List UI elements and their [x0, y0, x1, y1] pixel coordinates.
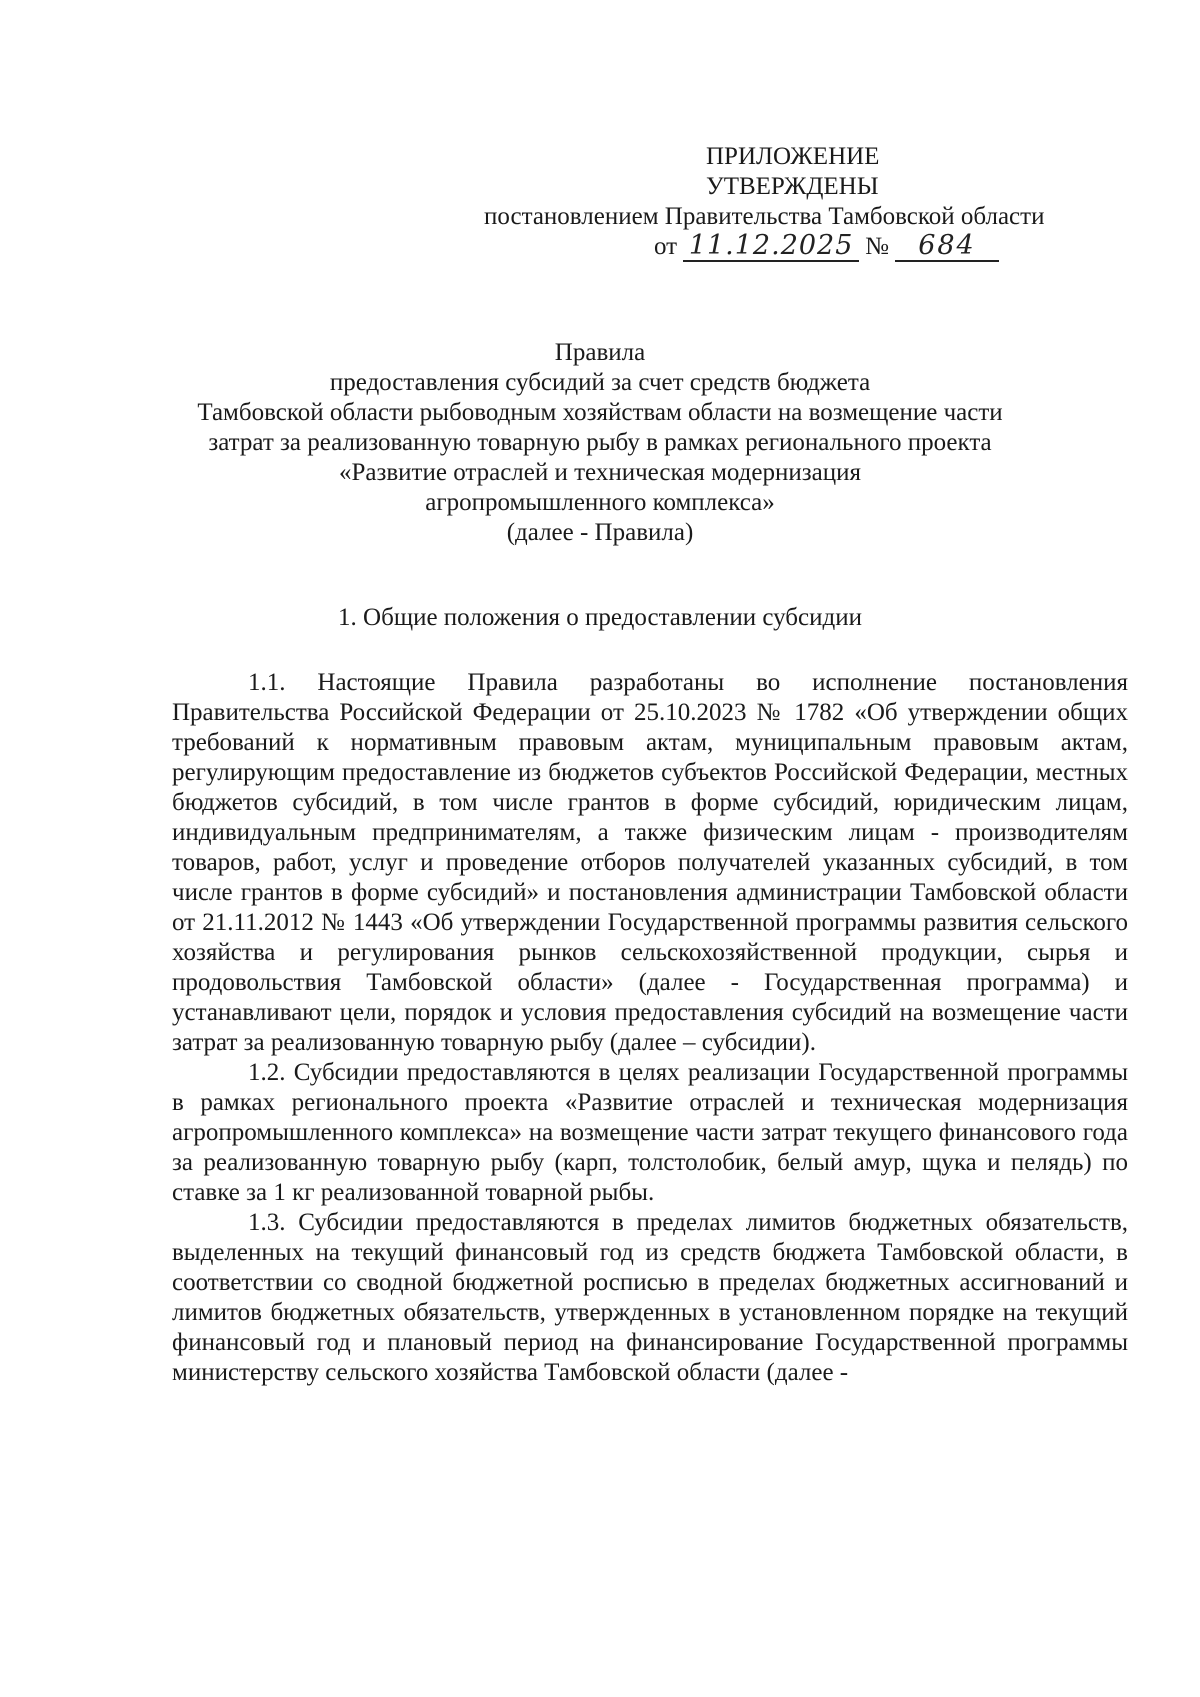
appendix-label: ПРИЛОЖЕНИЕ: [706, 143, 880, 170]
number-label: №: [865, 233, 889, 260]
title-line-3: Тамбовской области рыбоводным хозяйствам области на возмещение части: [197, 399, 1003, 426]
date-number-line: [654, 232, 1170, 262]
approved-label: УТВЕРЖДЕНЫ: [706, 173, 879, 200]
paragraph-1-1: 1.1. Настоящие Правила разработаны во исполнение постановления Правительства Российской Федерации от 25.10.2023 № 1782 «Об утверждении общих требований к нормативным правовым актам, муниципальным правовым актам, регулирующим предоставление из бюджетов субъектов Российской Федерации, местных бюджетов субсидий, в том числе грантов в форме субсидий, юридическим лицам, индивидуальным предпринимателям, а также физическим лицам - производителям товаров, работ, услуг и проведение отборов получателей указанных субсидий, в том числе грантов в форме субсидий» и постановления администрации Тамбовской области от 21.11.2012 № 1443 «Об утверждении Государственной программы развития сельского хозяйства и регулирования рынков сельскохозяйственной продукции, сырья и продовольствия Тамбовской области» (далее - Государственная программа) и устанавливают цели, порядок и условия предоставления субсидий на возмещение части затрат за реализованную товарную рыбу (далее – субсидии).: [172, 669, 1128, 1056]
section-heading: 1. Общие положения о предоставлении субсидии: [338, 604, 862, 631]
document-title: [0, 338, 1200, 548]
paragraph-1-2: 1.2. Субсидии предоставляются в целях реализации Государственной программы в рамках регионального проекта «Развитие отраслей и техническая модернизация агропромышленного комплекса» на возмещение части затрат текущего финансового года за реализованную товарную рыбу (карп, толстолобик, белый амур, щука и пелядь) по ставке за 1 кг реализованной товарной рыбы.: [172, 1059, 1128, 1206]
handwritten-number: 684: [895, 232, 999, 262]
resolution-label: постановлением Правительства Тамбовской области: [484, 203, 1045, 230]
title-line-1: Правила: [554, 339, 646, 366]
paragraph-1-3: 1.3. Субсидии предоставляются в пределах лимитов бюджетных обязательств, выделенных на текущий финансовый год из средств бюджета Тамбовской области, в соответствии со сводной бюджетной росписью в пределах бюджетных ассигнований и лимитов бюджетных обязательств, утвержденных в установленном порядке на текущий финансовый год и плановый период на финансирование Государственной программы министерству сельского хозяйства Тамбовской области (далее -: [172, 1209, 1128, 1386]
title-line-6: агропромышленного комплекса»: [425, 489, 775, 516]
from-label: от: [654, 233, 678, 260]
title-line-5: «Развитие отраслей и техническая модернизация: [339, 459, 861, 486]
title-line-7: (далее - Правила): [506, 519, 694, 546]
approval-stamp-block: [470, 142, 1170, 262]
title-line-4: затрат за реализованную товарную рыбу в рамках регионального проекта: [208, 429, 992, 456]
title-line-2: предоставления субсидий за счет средств бюджета: [329, 369, 871, 396]
document-body: [172, 668, 1128, 1388]
handwritten-date: 11.12.2025: [683, 232, 859, 262]
